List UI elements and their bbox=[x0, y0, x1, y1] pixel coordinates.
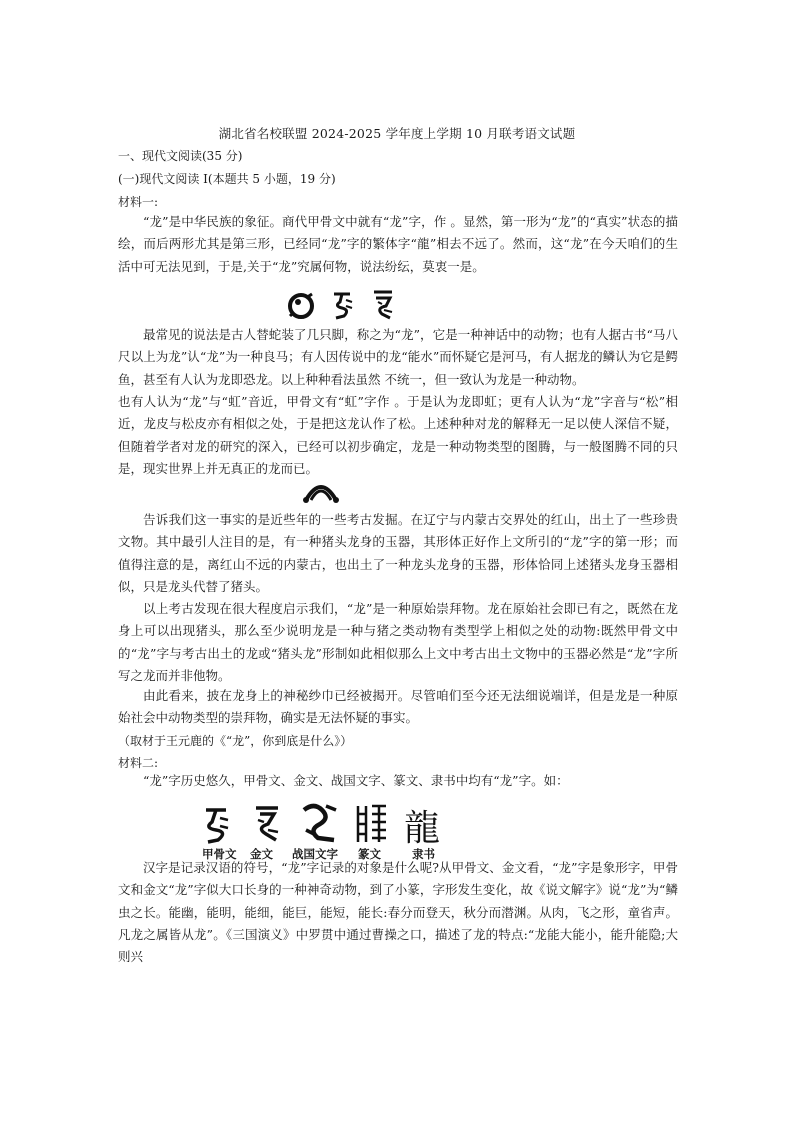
material-one-paragraph-2: 最常见的说法是古人替蛇装了几只脚，称之为“龙”，它是一种神话中的动物；也有人据古书“马八尺以上为龙”认“龙”为一种良马；有人因传说中的龙“能水”而怀疑它是河马，有人据龙的鳞认为它是鳄鱼，甚至有人认为龙即恐龙。以上种种看法虽然 不统一，但一致认为龙是一种动物。 bbox=[118, 327, 678, 387]
script-label-warring-states: 战国文字 bbox=[292, 847, 338, 861]
seal-script-dragon-icon bbox=[358, 806, 386, 842]
script-label-clerical: 隶书 bbox=[412, 847, 435, 861]
oracle-dragon-form-1-icon bbox=[286, 290, 316, 320]
oracle-rainbow-icon bbox=[302, 478, 340, 504]
script-label-jiaguwen: 甲骨文 bbox=[202, 847, 237, 861]
sub-section-heading: (一)现代文阅读 I(本题共 5 小题，19 分) bbox=[118, 172, 336, 186]
page-title: 湖北省名校联盟 2024-2025 学年度上学期 10 月联考语文试题 bbox=[218, 126, 576, 141]
material-one-paragraph-6: 由此看来，披在龙身上的神秘纱巾已经被揭开。尽管咱们至今还无法细说端详，但是龙是一种原始社会中动物类型的崇拜物，确实是无法怀疑的事实。 bbox=[118, 688, 678, 726]
oracle-dragon-form-2-icon bbox=[330, 288, 356, 322]
warring-states-dragon-icon bbox=[304, 806, 336, 840]
material-one-source: （取材于王元鹿的《“龙”，你到底是什么》） bbox=[118, 734, 353, 748]
material-one-paragraph-5: 以上考古发现在很大程度启示我们，“龙”是一种原始崇拜物。龙在原始社会即已有之，既然在龙身上可以出现猪头，那么至少说明龙是一种与猪之类动物有类型学上相似之处的动物:既然甲骨文中的“龙”字与考古出土的龙或“猪头龙”形制如此相似那么上文中考古出土文物中的玉器必然是“龙”字所写之龙而并非他物。 bbox=[118, 601, 678, 683]
oracle-dragon-glyphs bbox=[286, 288, 396, 322]
jinwen-dragon-icon bbox=[256, 808, 278, 840]
clerical-script-dragon-icon: 龍 bbox=[404, 808, 441, 849]
section-heading: 一、现代文阅读(35 分) bbox=[118, 149, 243, 163]
material-one-paragraph-3: 也有人认为“龙”与“虹”音近，甲骨文有“虹”字作 。于是认为龙即虹；更有人认为“龙”字音与“松”相近，龙皮与松皮亦有相似之处，于是把这龙认作了松。上述种种对龙的解释无一足以使人深信不疑，但随着学者对龙的研究的深入，已经可以初步确定，龙是一种动物类型的图腾，与一般图腾不同的只是，现实世界上并无真正的龙而已。 bbox=[118, 394, 678, 476]
oracle-dragon-form-3-icon bbox=[370, 288, 396, 322]
jiaguwen-dragon-icon bbox=[206, 810, 228, 842]
script-label-seal: 篆文 bbox=[358, 847, 381, 861]
material-one-label: 材料一: bbox=[118, 195, 159, 209]
script-label-jinwen: 金文 bbox=[250, 847, 273, 861]
material-two-paragraph-1: “龙”字历史悠久，甲骨文、金文、战国文字、篆文、隶书中均有“龙”字。如： bbox=[143, 773, 569, 788]
rainbow-glyph bbox=[302, 478, 340, 504]
material-two-label: 材料二: bbox=[118, 756, 159, 770]
material-one-paragraph-4: 告诉我们这一事实的是近些年的一些考古发掘。在辽宁与内蒙古交界处的红山，出土了一些珍贵文物。其中最引人注目的是，有一种猪头龙身的玉器，其形体正好作上文所引的“龙”字的第一形；而值得注意的是，离红山不远的内蒙古，也出土了一种龙头龙身的玉器，形体恰同上述猪头龙身玉器相似，只是龙头代替了猪头。 bbox=[118, 512, 678, 594]
material-two-paragraph-2: 汉字是记录汉语的符号，“龙”字记录的对象是什么呢?从甲骨文、金文看，“龙”字是象形字，甲骨文和金文“龙”字似大口长身的一种神奇动物，到了小篆，字形发生变化，故《说文解字》说“龙”为“鳞虫之长。能幽，能明，能细，能巨，能短，能长:春分而登天，秋分而潜渊。从肉，飞之形，童省声。凡龙之属皆从龙”。《三国演义》中罗贯中通过曹操之口，描述了龙的特点:“龙能大能小，能升能隐;大则兴 bbox=[118, 860, 678, 965]
material-one-paragraph-1: “龙”是中华民族的象征。商代甲骨文中就有“龙”字，作 。显然，第一形为“龙”的“真实”状态的描绘，而后两形尤其是第三形，已经同“龙”字的繁体字“龍”相去不远了。然而，这“龙”在今天咱们的生活中可无法见到，于是,关于“龙”究属何物，说法纷纭，莫衷一是。 bbox=[118, 214, 678, 274]
